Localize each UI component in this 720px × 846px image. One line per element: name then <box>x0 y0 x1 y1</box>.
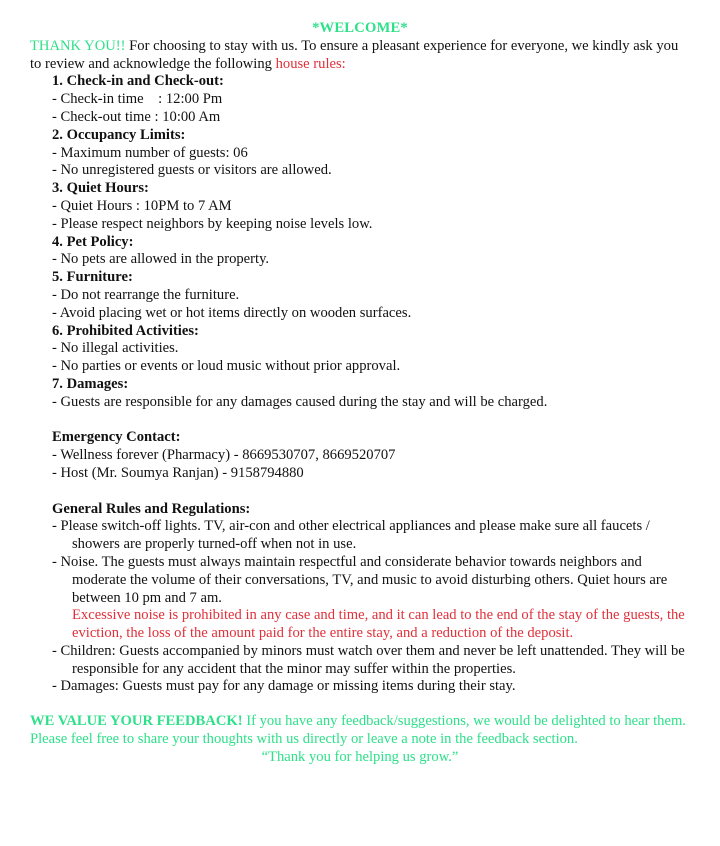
general-rule-text: - Children: Guests accompanied by minors must watch over them and never be left unattended. They will be responsible for any accident that the minor may suffer within the properties. <box>52 642 685 677</box>
section-furniture <box>52 269 690 322</box>
feedback-paragraph <box>30 713 690 749</box>
rule-item: - Guests are responsible for any damages caused during the stay and will be charged. <box>52 393 548 410</box>
spacer <box>52 483 690 501</box>
section-heading: 2. Occupancy Limits: <box>52 126 186 143</box>
spacer <box>52 412 690 430</box>
rule-item: - Do not rearrange the furniture. <box>52 286 240 303</box>
section-heading: 1. Check-in and Check-out: <box>52 73 224 90</box>
general-rule-item <box>52 643 690 679</box>
noise-warning: Excessive noise is prohibited in any case and time, and it can lead to the end of the stay of the guests, the eviction, the loss of the amount paid for the entire stay, and a reduction of the deposit. <box>72 607 685 642</box>
emergency-heading: Emergency Contact: <box>52 429 181 446</box>
section-pet-policy <box>52 234 690 270</box>
section-checkin <box>52 73 690 126</box>
emergency-contact <box>52 429 690 482</box>
general-rules <box>52 501 690 697</box>
rule-item: - Please respect neighbors by keeping noise levels low. <box>52 215 373 232</box>
intro-paragraph <box>30 38 690 74</box>
general-rule-text: - Noise. The guests must always maintain respectful and considerate behavior towards neighbors and moderate the volume of their conversations, TV, and music to avoid disturbing others. Quiet hours are between 10 pm and 7 am. <box>52 553 668 606</box>
feedback-text: If you have any feedback/suggestions, we would be delighted to hear them. Please feel free to share your thoughts with us directly or leave a note in the feedback section. <box>30 713 686 748</box>
section-occupancy <box>52 127 690 180</box>
house-rules-list <box>30 73 690 696</box>
welcome-title: *WELCOME* <box>312 20 408 36</box>
general-rule-item <box>52 554 690 643</box>
intro-thanks: THANK YOU!! <box>30 37 126 54</box>
rule-item: - No illegal activities. <box>52 340 179 357</box>
contact-item: - Host (Mr. Soumya Ranjan) - 9158794880 <box>52 464 304 481</box>
intro-house-rules: house rules: <box>275 55 346 72</box>
rule-item: - Maximum number of guests: 06 <box>52 144 248 161</box>
general-rule-text: - Please switch-off lights. TV, air-con and other electrical appliances and please make sure all faucets / showers are properly turned-off when not in use. <box>52 518 650 553</box>
general-rule-item <box>52 678 690 696</box>
section-quiet-hours <box>52 180 690 233</box>
rule-item: - Quiet Hours : 10PM to 7 AM <box>52 197 232 214</box>
section-heading: 6. Prohibited Activities: <box>52 322 199 339</box>
section-heading: 7. Damages: <box>52 375 129 392</box>
closing-quote: “Thank you for helping us grow.” <box>261 748 459 765</box>
rule-item: - Check-in time : 12:00 Pm <box>52 91 223 108</box>
rule-item: - No unregistered guests or visitors are allowed. <box>52 162 332 179</box>
general-rule-text: - Damages: Guests must pay for any damage or missing items during their stay. <box>52 678 516 695</box>
section-heading: 4. Pet Policy: <box>52 233 134 250</box>
section-heading: 5. Furniture: <box>52 269 133 286</box>
contact-item: - Wellness forever (Pharmacy) - 8669530707, 8669520707 <box>52 447 396 464</box>
intro-text: For choosing to stay with us. To ensure a pleasant experience for everyone, we kindly ask you to review and acknowledge the following <box>30 37 679 72</box>
section-damages <box>52 376 690 412</box>
general-rule-item <box>52 518 690 554</box>
rule-item: - Check-out time : 10:00 Am <box>52 108 221 125</box>
rule-item: - Avoid placing wet or hot items directly on wooden surfaces. <box>52 304 412 321</box>
rule-item: - No parties or events or loud music without prior approval. <box>52 358 401 375</box>
feedback-heading: WE VALUE YOUR FEEDBACK! <box>30 713 243 730</box>
rule-item: - No pets are allowed in the property. <box>52 251 270 268</box>
section-prohibited <box>52 323 690 376</box>
section-heading: 3. Quiet Hours: <box>52 180 149 197</box>
general-heading: General Rules and Regulations: <box>52 500 251 517</box>
